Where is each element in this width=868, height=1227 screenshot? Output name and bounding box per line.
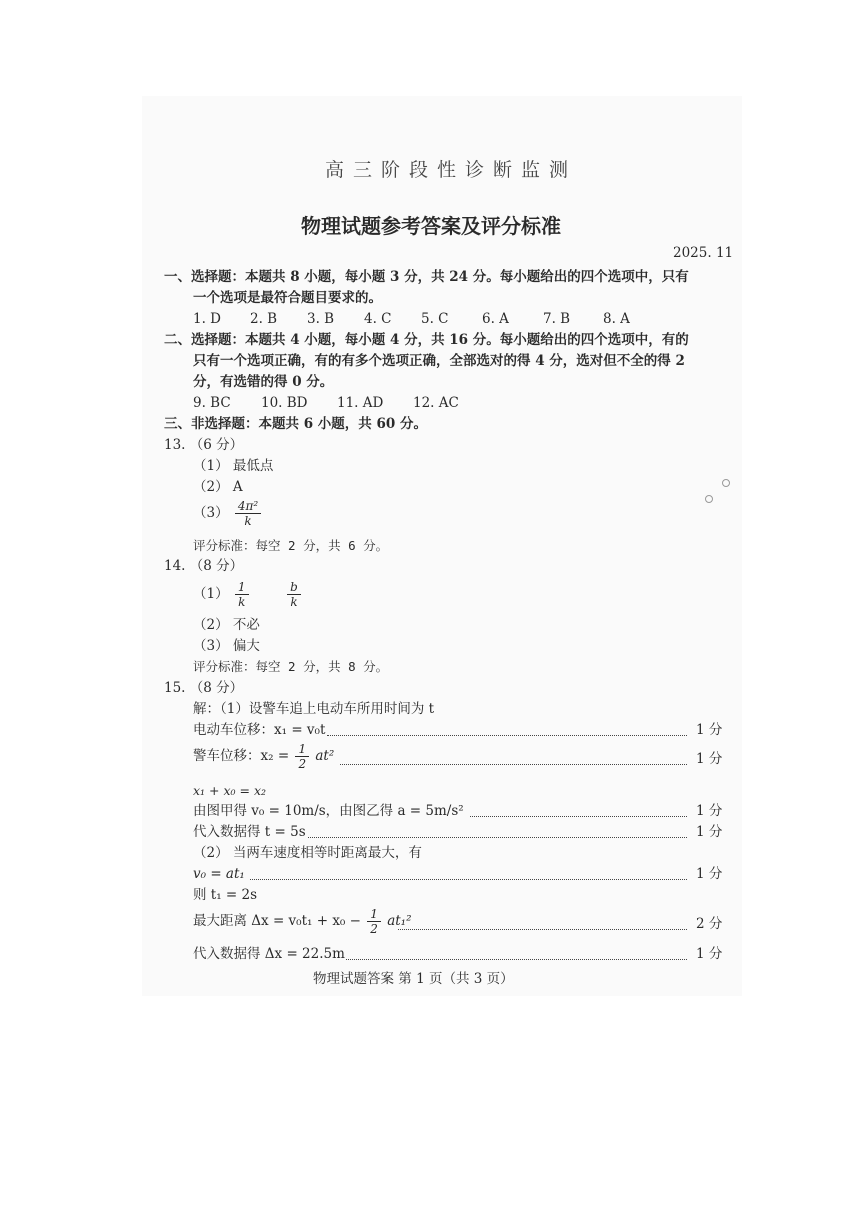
score-value: 1 分 [696, 946, 723, 962]
section2-heading-cont2: 分，有选错的得 0 分。 [193, 374, 334, 390]
exam-title: 高三阶段性诊断监测 [325, 159, 578, 181]
leader-dots [340, 750, 687, 765]
answer-prefix: （3） [193, 505, 229, 521]
score-value: 1 分 [696, 866, 723, 882]
answer-item: 1. D [193, 311, 221, 327]
q13-answer-1: （1） 最低点 [193, 458, 274, 474]
section1-heading-cont: 一个选项是最符合题目要求的。 [193, 290, 382, 306]
q13-answer-2: （2） A [193, 479, 243, 495]
denominator: k [290, 595, 298, 609]
q15-line-5: 代入数据得 t = 5s [193, 824, 306, 840]
q14-answer-2: （2） 不必 [193, 617, 260, 633]
answer-prefix: （1） [193, 586, 229, 602]
fraction [287, 580, 301, 609]
scan-dot-icon [722, 479, 730, 487]
document-date: 2025. 11 [673, 245, 734, 261]
fraction [235, 580, 249, 609]
answer-item: 4. C [364, 311, 392, 327]
leader-dots [346, 945, 687, 960]
leader-dots [308, 823, 687, 838]
section2-heading-cont: 只有一个选项正确，有的有多个选项正确，全部选对的得 4 分，选对但不全的得 2 [193, 353, 685, 369]
answer-item: 5. C [421, 311, 449, 327]
score-value: 1 分 [696, 803, 723, 819]
q15-line-10: 代入数据得 Δx = 22.5m [193, 946, 345, 962]
line-suffix: at₁² [387, 913, 412, 929]
denominator: k [244, 514, 252, 528]
numerator: 1 [367, 907, 381, 922]
q13-scoring: 评分标准：每空 2 分，共 6 分。 [193, 538, 389, 553]
numerator: 1 [295, 742, 309, 757]
section2-heading: 二、选择题：本题共 4 小题，每小题 4 分，共 16 分。每小题给出的四个选项中，有的 [164, 332, 689, 348]
answer-item: 12. AC [413, 395, 459, 411]
q15-label: 15. （8 分） [164, 680, 244, 696]
answer-item: 3. B [307, 311, 335, 327]
q14-answer-3: （3） 偏大 [193, 638, 260, 654]
q15-line-7: v₀ = at₁ [193, 866, 245, 882]
score-value: 2 分 [696, 916, 723, 932]
answer-item: 6. A [482, 311, 509, 327]
q15-line-8: 则 t₁ = 2s [193, 887, 258, 903]
answer-item: 7. B [543, 311, 571, 327]
q15-line-3: x₁ + x₀ = x₂ [193, 783, 267, 798]
page-footer: 物理试题答案 第 1 页（共 3 页） [313, 971, 514, 987]
q15-line-1: 电动车位移：x₁ = v₀t [193, 722, 326, 738]
q15-line-9 [193, 907, 412, 936]
answer-item: 2. B [250, 311, 278, 327]
q15-intro: 解：（1）设警车追上电动车所用时间为 t [193, 701, 435, 717]
score-value: 1 分 [696, 722, 723, 738]
leader-dots [327, 721, 687, 736]
q15-line-4: 由图甲得 v₀ = 10m/s，由图乙得 a = 5m/s² [193, 803, 464, 819]
section2-answers [193, 394, 459, 412]
section3-heading: 三、非选择题：本题共 6 小题，共 60 分。 [164, 416, 427, 432]
denominator: 2 [370, 922, 378, 936]
scan-dot-icon [705, 495, 713, 503]
denominator: k [238, 595, 246, 609]
leader-dots [398, 915, 687, 930]
fraction [295, 742, 309, 771]
numerator: 1 [235, 580, 249, 595]
q14-scoring: 评分标准：每空 2 分，共 8 分。 [193, 659, 389, 674]
fraction [235, 499, 261, 528]
document-title: 物理试题参考答案及评分标准 [301, 214, 561, 238]
section1-heading: 一、选择题：本题共 8 小题，每小题 3 分，共 24 分。每小题给出的四个选项中，只有 [164, 269, 689, 285]
answer-item: 10. BD [261, 395, 308, 411]
line-suffix: at² [315, 748, 335, 764]
answer-item: 9. BC [193, 395, 231, 411]
line-prefix: 最大距离 Δx = v₀t₁ + x₀ − [193, 913, 361, 929]
leader-dots [470, 802, 687, 817]
line-prefix: 警车位移：x₂ = [193, 748, 290, 764]
numerator: 4π² [235, 499, 261, 514]
denominator: 2 [298, 757, 307, 771]
answer-item: 8. A [603, 311, 630, 327]
answer-item: 11. AD [337, 395, 384, 411]
q13-answer-3 [193, 499, 263, 528]
q13-label: 13. （6 分） [164, 437, 244, 453]
leader-dots [250, 865, 687, 880]
q15-line-6: （2） 当两车速度相等时距离最大，有 [193, 845, 422, 861]
q15-line-2 [193, 742, 334, 771]
q14-answer-1 [193, 580, 303, 609]
score-value: 1 分 [696, 751, 723, 767]
section1-answers [193, 310, 630, 328]
numerator: b [287, 580, 301, 595]
score-value: 1 分 [696, 824, 723, 840]
q14-label: 14. （8 分） [164, 558, 244, 574]
fraction [367, 907, 381, 936]
